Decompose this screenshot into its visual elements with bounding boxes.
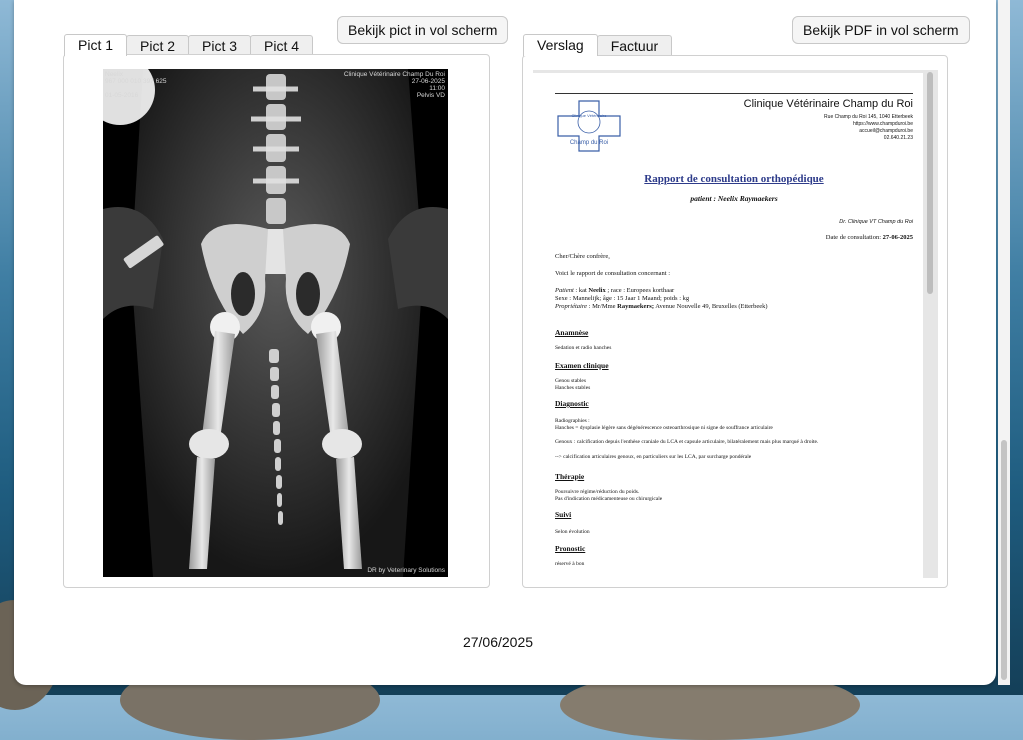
section-suivi-text: Selon évolution bbox=[555, 529, 590, 535]
xray-patient-info bbox=[105, 71, 166, 99]
pdf-viewport[interactable] bbox=[533, 70, 938, 578]
tab-pict-3[interactable]: Pict 3 bbox=[188, 35, 251, 56]
logo-text: Champ du Roi bbox=[569, 140, 609, 146]
xray-dob: 01-05-2016 bbox=[105, 92, 139, 99]
therapie-line-2: Pas d'indication médicamenteuse ou chirurgicale bbox=[555, 495, 663, 502]
picture-tabs bbox=[64, 34, 312, 56]
report-patient-detail bbox=[555, 287, 674, 295]
section-diagnostic-text bbox=[555, 418, 818, 460]
xray-clinic: Clinique Vétérinaire Champ Du Roi bbox=[343, 71, 445, 78]
xray-view: Pelvis VD bbox=[416, 92, 445, 99]
clinic-website[interactable]: https://www.champduroi.be bbox=[852, 121, 913, 127]
owner-label: Propriétaire bbox=[555, 303, 588, 310]
report-doctor: Dr. Clinique VT Champ du Roi bbox=[839, 219, 913, 225]
report-intro: Voici le rapport de consultation concernant : bbox=[555, 270, 671, 277]
diag-line-2: Hanches = dysplasie légère sans dégénérescence osteoarthrosique ni signe de souffrance articulaire bbox=[555, 424, 773, 431]
tab-pict-2[interactable]: Pict 2 bbox=[126, 35, 189, 56]
tab-pict-1[interactable]: Pict 1 bbox=[64, 34, 127, 56]
patient-label: Patient bbox=[555, 287, 574, 294]
owner-post: Avenue Nouvelle 49, Bruxelles (Etterbeek) bbox=[654, 303, 768, 310]
patient-detail-post: ; race : Europees korthaar bbox=[605, 287, 675, 294]
clinic-email[interactable]: accueil@champduroi.be bbox=[859, 128, 913, 134]
section-pronostic-title: Pronostic bbox=[555, 544, 586, 553]
report-title: Rapport de consultation orthopédique bbox=[644, 173, 824, 185]
xray-watermark: DR by Veterinary Solutions bbox=[367, 567, 445, 574]
section-examen-title: Examen clinique bbox=[555, 361, 609, 370]
tab-factuur[interactable]: Factuur bbox=[597, 35, 672, 56]
patient-name: Neelix bbox=[588, 287, 606, 294]
clinic-logo bbox=[557, 100, 621, 152]
page-scrollbar[interactable] bbox=[998, 0, 1010, 685]
consultation-date-value: 27-06-2025 bbox=[882, 234, 913, 241]
section-examen-text bbox=[555, 378, 590, 391]
patient-detail-pre: : kat bbox=[573, 287, 589, 294]
diag-line-4: --> calcification articulaires genoux, en particuliers sur les LCA, par surcharge pondérale bbox=[555, 453, 752, 460]
section-anamnese-title: Anamnèse bbox=[555, 328, 589, 337]
page-scrollbar-thumb[interactable] bbox=[1001, 440, 1007, 680]
fullscreen-pdf-button[interactable]: Bekijk PDF in vol scherm bbox=[792, 16, 970, 44]
section-therapie-text bbox=[555, 489, 662, 502]
examen-line-2: Hanches stables bbox=[555, 384, 591, 391]
report-greeting: Cher/Chère confrère, bbox=[555, 253, 610, 260]
examen-line-1: Genou stables bbox=[555, 378, 587, 384]
report-owner-line bbox=[555, 303, 768, 311]
xray-patient-name: Neelix bbox=[105, 71, 124, 78]
clinic-contact bbox=[824, 114, 913, 142]
xray-chip-number: 967 000 010 397 625 bbox=[105, 78, 167, 85]
header-rule bbox=[555, 93, 913, 94]
footer-date: 27/06/2025 bbox=[462, 634, 534, 650]
tab-verslag[interactable]: Verslag bbox=[523, 34, 598, 56]
section-therapie-title: Thérapie bbox=[555, 472, 585, 481]
owner-name: Raymaekers; bbox=[617, 303, 654, 310]
xray-date: 27-06-2025 bbox=[411, 78, 445, 85]
pdf-scrollbar[interactable] bbox=[925, 72, 935, 576]
consultation-date-label: Date de consultation: bbox=[825, 234, 882, 241]
owner-pre: : Mr/Mme bbox=[587, 303, 618, 310]
report-patient-line: patient : Neelix Raymaekers bbox=[690, 194, 778, 203]
clinic-address: Rue Champ du Roi 145, 1040 Etterbeek bbox=[824, 114, 913, 120]
fullscreen-picture-button[interactable]: Bekijk pict in vol scherm bbox=[337, 16, 508, 44]
consultation-date bbox=[826, 234, 913, 242]
section-pronostic-text: réservé à bon bbox=[555, 561, 585, 567]
logo-arc-text: Clinique Vétérinaire bbox=[571, 113, 607, 118]
section-diagnostic-title: Diagnostic bbox=[555, 399, 589, 408]
xray-study-info bbox=[344, 71, 445, 99]
report-sex-line: Sexe : Mannelijk; âge : 15 Jaar 1 Maand; poids : kg bbox=[555, 295, 690, 302]
section-anamnese-text: Sedation et radio hanches bbox=[555, 345, 612, 351]
xray-time: 11:00 bbox=[429, 85, 445, 92]
clinic-phone: 02.640.21.23 bbox=[883, 135, 913, 141]
xray-image[interactable] bbox=[103, 69, 448, 577]
section-suivi-title: Suivi bbox=[555, 510, 572, 519]
pdf-page bbox=[533, 73, 923, 578]
therapie-line-1: Poursuivre régime/réduction du poids. bbox=[555, 489, 640, 495]
pdf-scrollbar-thumb[interactable] bbox=[927, 72, 933, 294]
xray-drawing bbox=[103, 69, 448, 577]
tab-pict-4[interactable]: Pict 4 bbox=[250, 35, 313, 56]
diag-line-1: Radiographies : bbox=[555, 418, 590, 424]
clinic-name: Clinique Vétérinaire Champ du Roi bbox=[743, 98, 913, 110]
document-tabs bbox=[523, 34, 671, 56]
diag-line-3: Genoux : calcification depuis l'enthèse craniale du LCA et capsule articulaire, bilatéralement mais plus marqué à droite. bbox=[555, 439, 819, 445]
